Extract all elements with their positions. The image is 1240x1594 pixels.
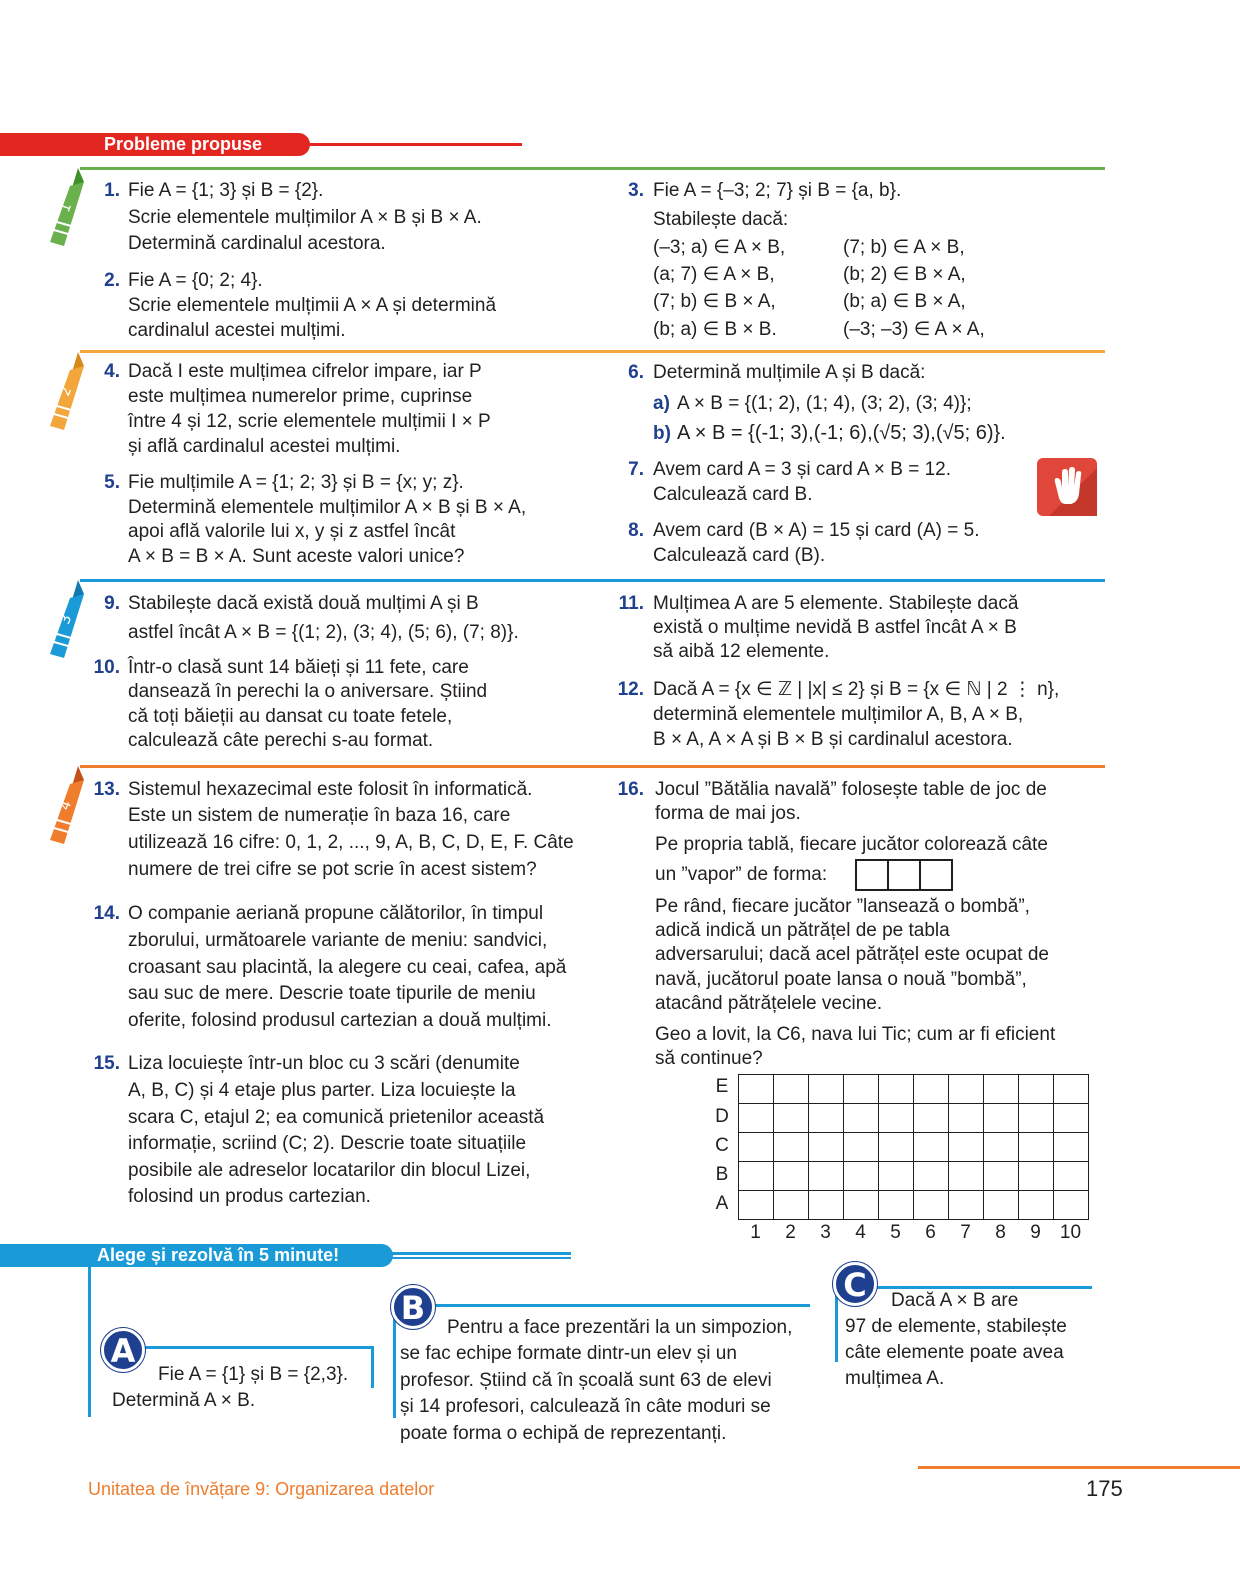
problem-6-line-1: Determină mulțimile A și B dacă:	[653, 362, 926, 383]
problem-11-line-3: să aibă 12 elemente.	[653, 641, 830, 662]
badge-c: C	[833, 1262, 877, 1306]
ship-shape	[855, 859, 951, 891]
problem-11-number: 11.	[618, 593, 644, 614]
problem-2-line-1: Fie A = {0; 2; 4}.	[128, 270, 263, 291]
problem-10-line-2: dansează în perechi la o aniversare. Știind	[128, 681, 488, 702]
problem-14-number: 14.	[93, 903, 120, 924]
problem-11-line-1: Mulțimea A are 5 elemente. Stabilește dacă	[653, 593, 1019, 614]
problem-1-line-2: Scrie elementele mulțimilor A × B și B × A.	[128, 207, 482, 228]
problem-12-line-3: B × A, A × A și B × B și cardinalul acestora.	[653, 729, 1013, 750]
problem-8-line-1: Avem card (B × A) = 15 și card (A) = 5.	[653, 520, 980, 541]
problem-16-line-8: navă, jucătorul poate lansa o nouă ”bombă”,	[655, 969, 1027, 990]
problem-15-line-5: posibile ale adreselor locatarilor din blocul Lizei,	[128, 1160, 531, 1181]
crayon-label-2: 2	[57, 384, 76, 399]
problem-14-line-4: sau suc de mere. Descrie toate tipurile de meniu	[128, 983, 536, 1004]
separator-orange	[80, 350, 1105, 353]
grid-row-label: B	[715, 1164, 729, 1185]
hand-touch-icon	[1037, 458, 1097, 516]
crayon-blue-icon	[48, 580, 86, 662]
grid-col-label: 1	[750, 1222, 761, 1243]
problem-4-line-2: este mulțimea numerelor prime, cuprinse	[128, 386, 473, 407]
problem-7-line-1: Avem card A = 3 și card A × B = 12.	[653, 459, 952, 480]
crayon-label-1: 1	[57, 200, 76, 215]
problem-16-line-5: Pe rând, fiecare jucător ”lansează o bombă”,	[655, 896, 1030, 917]
grid-col-label: 5	[890, 1222, 901, 1243]
footer-line	[918, 1466, 1240, 1469]
problem-15-number: 15.	[93, 1053, 120, 1074]
problem-16-number: 16.	[617, 779, 644, 800]
problem-6-a-label: a)	[653, 393, 670, 414]
problem-13-line-3: utilizează 16 cifre: 0, 1, 2, ..., 9, A, B, C, D, E, F. Câte	[128, 832, 574, 853]
problem-14-line-1: O companie aeriană propune călătorilor, în timpul	[128, 903, 544, 924]
grid-row-label: E	[715, 1076, 729, 1097]
box-c-line-1: Dacă A × B are	[891, 1290, 1019, 1311]
problem-3-right-4: (–3; –3) ∈ A × A,	[843, 319, 985, 340]
box-a-vline	[88, 1267, 91, 1417]
box-b-line-3: profesor. Știind că în școală sunt 63 de elevi	[400, 1370, 772, 1391]
problem-13-line-4: numere de trei cifre se pot scrie în acest sistem?	[128, 859, 537, 880]
problem-5-line-1: Fie mulțimile A = {1; 2; 3} și B = {x; y; z}.	[128, 472, 464, 493]
problem-16-line-3: Pe propria tablă, fiecare jucător colorează câte	[655, 834, 1048, 855]
problem-16-line-11: să continue?	[655, 1048, 763, 1069]
problem-3-right-2: (b; 2) ∈ B × A,	[843, 264, 966, 285]
problem-6-number: 6.	[628, 362, 644, 383]
problem-15-line-4: informație, scriind (C; 2). Descrie toate situațiile	[128, 1133, 527, 1154]
problem-6-b: A × B = {(-1; 3),(-1; 6),(√5; 3),(√5; 6)}.	[677, 422, 1006, 444]
problem-7-number: 7.	[628, 459, 644, 480]
grid-col-label: 10	[1059, 1222, 1082, 1243]
quick-banner-line-2	[385, 1257, 571, 1259]
box-a-vline-right	[371, 1346, 374, 1388]
box-b-hline	[408, 1304, 810, 1307]
problem-16-line-10: Geo a lovit, la C6, nava lui Tic; cum ar fi eficient	[655, 1024, 1056, 1045]
problem-3-line-2: Stabilește dacă:	[653, 209, 789, 230]
box-c-line-3: câte elemente poate avea	[845, 1342, 1064, 1363]
problem-8-number: 8.	[628, 520, 644, 541]
problem-9-line-2: astfel încât A × B = {(1; 2), (3; 4), (5; 6), (7; 8)}.	[128, 622, 519, 643]
problem-3-number: 3.	[628, 180, 644, 201]
problem-16-line-6: adică indică un pătrățel de pe tabla	[655, 920, 950, 941]
crayon-red-icon	[48, 766, 86, 848]
crayon-label-3: 3	[57, 612, 76, 627]
problem-13-number: 13.	[93, 779, 120, 800]
problem-2-line-3: cardinalul acestei mulțimi.	[128, 320, 346, 341]
badge-a: A	[101, 1328, 145, 1372]
box-b-line-1: Pentru a face prezentări la un simpozion,	[447, 1317, 793, 1338]
problem-2-number: 2.	[104, 270, 120, 291]
problem-16-line-1: Jocul ”Bătălia navală” folosește table de joc de	[655, 779, 1047, 800]
section-title: Probleme propuse	[104, 134, 263, 154]
grid-col-label: 6	[925, 1222, 936, 1243]
box-b-line-2: se fac echipe formate dintr-un elev și un	[400, 1343, 737, 1364]
problem-16-line-7: adversarului; dacă acel pătrățel este ocupat de	[655, 944, 1049, 965]
problem-14-line-2: zborului, următoarele variante de meniu: sandvici,	[128, 930, 548, 951]
problem-12-number: 12.	[617, 679, 644, 700]
crayon-orange-icon	[48, 352, 86, 434]
problem-15-line-1: Liza locuiește într-un bloc cu 3 scări (denumite	[128, 1053, 520, 1074]
problem-3-line-1: Fie A = {–3; 2; 7} și B = {a, b}.	[653, 180, 902, 201]
problem-5-number: 5.	[104, 472, 120, 493]
problem-3-right-3: (b; a) ∈ B × A,	[843, 291, 966, 312]
quick-title: Alege și rezolvă în 5 minute!	[97, 1245, 340, 1265]
problem-3-left-4: (b; a) ∈ B × B.	[653, 319, 777, 340]
problem-6-a: A × B = {(1; 2), (1; 4), (3; 2), (3; 4)};	[677, 393, 972, 414]
problem-10-line-4: calculează câte perechi s-au format.	[128, 730, 434, 751]
problem-3-left-3: (7; b) ∈ B × A,	[653, 291, 776, 312]
problem-3-left-1: (–3; a) ∈ A × B,	[653, 237, 786, 258]
problem-10-number: 10.	[93, 657, 120, 678]
separator-green	[80, 167, 1105, 170]
problem-5-line-4: A × B = B × A. Sunt aceste valori unice?	[128, 546, 465, 567]
problem-5-line-2: Determină elementele mulțimilor A × B și B × A,	[128, 497, 527, 518]
footer-unit: Unitatea de învățare 9: Organizarea datelor	[88, 1479, 435, 1499]
grid-col-label: 9	[1030, 1222, 1041, 1243]
problem-7-line-2: Calculează card B.	[653, 484, 813, 505]
grid-row-label: C	[715, 1135, 729, 1156]
box-a-hline	[120, 1346, 374, 1349]
problem-4-line-1: Dacă I este mulțimea cifrelor impare, iar P	[128, 361, 482, 382]
grid-col-label: 7	[960, 1222, 971, 1243]
problem-12-line-1: Dacă A = {x ∈ ℤ | |x| ≤ 2} și B = {x ∈ ℕ | 2 ⋮ n},	[653, 679, 1060, 700]
header-banner-line	[300, 143, 522, 146]
problem-16-line-9: atacând pătrățelele vecine.	[655, 993, 883, 1014]
page-number: 175	[1086, 1476, 1123, 1501]
problem-16-line-2: forma de mai jos.	[655, 803, 801, 824]
problem-9-number: 9.	[104, 593, 120, 614]
problem-11-line-2: există o mulțime nevidă B astfel încât A × B	[653, 617, 1017, 638]
problem-6-b-label: b)	[653, 423, 671, 444]
problem-4-number: 4.	[104, 361, 120, 382]
problem-8-line-2: Calculează card (B).	[653, 545, 826, 566]
box-b-line-4: și 14 profesori, calculează în câte moduri se	[400, 1396, 771, 1417]
separator-red	[80, 765, 1105, 768]
grid-col-label: 4	[855, 1222, 866, 1243]
box-a-line-1: Fie A = {1} și B = {2,3}.	[158, 1364, 349, 1385]
problem-3-left-2: (a; 7) ∈ A × B,	[653, 264, 775, 285]
grid-row-label: A	[715, 1193, 729, 1214]
problem-13-line-2: Este un sistem de numerație în baza 16, care	[128, 805, 511, 826]
crayon-label-4: 4	[57, 798, 76, 813]
quick-banner-line	[385, 1252, 571, 1255]
problem-10-line-3: că toți băieții au dansat cu toate fetele,	[128, 706, 453, 727]
problem-13-line-1: Sistemul hexazecimal este folosit în informatică.	[128, 779, 533, 800]
problem-9-line-1: Stabilește dacă există două mulțimi A și B	[128, 593, 479, 614]
problem-15-line-6: folosind un produs cartezian.	[128, 1186, 371, 1207]
problem-14-line-3: croasant sau placintă, la alegere cu ceai, cafea, apă	[128, 957, 567, 978]
problem-4-line-3: între 4 și 12, scrie elementele mulțimii I × P	[128, 411, 491, 432]
separator-blue	[80, 579, 1105, 582]
crayon-green-icon	[48, 168, 86, 250]
badge-b: B	[391, 1285, 435, 1329]
problem-15-line-2: A, B, C) și 4 etaje plus parter. Liza locuiește la	[128, 1080, 516, 1101]
box-c-line-4: mulțimea A.	[845, 1368, 945, 1389]
grid-col-label: 8	[995, 1222, 1006, 1243]
box-c-line-2: 97 de elemente, stabilește	[845, 1316, 1067, 1337]
problem-10-line-1: Într-o clasă sunt 14 băieți și 11 fete, care	[128, 657, 469, 678]
grid-row-label: D	[715, 1106, 729, 1127]
battleship-grid	[738, 1074, 1089, 1220]
grid-col-label: 3	[820, 1222, 831, 1243]
problem-14-line-5: oferite, folosind produsul cartezian a două mulțimi.	[128, 1010, 552, 1031]
problem-16-line-4: un ”vapor” de forma:	[655, 864, 828, 885]
grid-col-label: 2	[785, 1222, 796, 1243]
problem-1-number: 1.	[104, 180, 120, 201]
problem-5-line-3: apoi află valorile lui x, y și z astfel încât	[128, 521, 456, 542]
problem-4-line-4: și află cardinalul acestei mulțimi.	[128, 436, 401, 457]
problem-1-line-1: Fie A = {1; 3} și B = {2}.	[128, 180, 324, 201]
problem-12-line-2: determină elementele mulțimilor A, B, A × B,	[653, 704, 1024, 725]
problem-15-line-3: scara C, etajul 2; ea comunică prietenilor această	[128, 1107, 545, 1128]
box-b-line-5: poate forma o echipă de reprezentanți.	[400, 1423, 727, 1444]
problem-3-right-1: (7; b) ∈ A × B,	[843, 237, 965, 258]
problem-2-line-2: Scrie elementele mulțimii A × A și determină	[128, 295, 497, 316]
box-a-line-2: Determină A × B.	[112, 1390, 256, 1411]
problem-1-line-3: Determină cardinalul acestora.	[128, 233, 386, 254]
